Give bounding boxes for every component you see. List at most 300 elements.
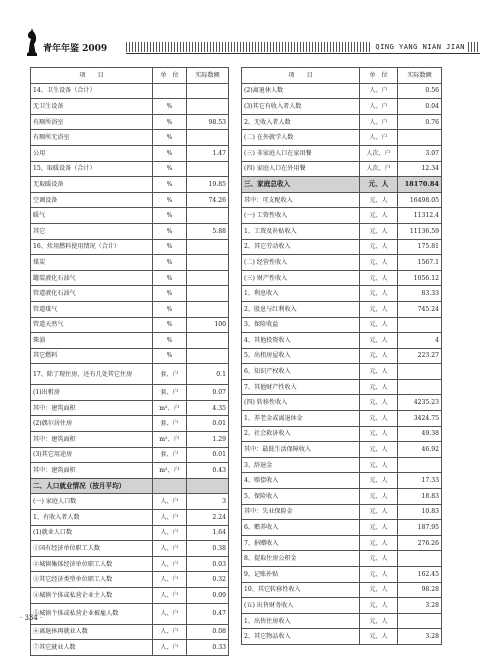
- table-row: [31, 494, 229, 510]
- row-label: ④城镇个体或私营企业主人数: [31, 588, 153, 604]
- row-unit: 人、户: [153, 556, 187, 572]
- row-label: (五) 出售财务收入: [242, 598, 360, 614]
- row-label: 2、其它物品收入: [242, 629, 360, 645]
- row-value: [398, 457, 442, 473]
- column-header-unit: 单 位: [153, 68, 187, 84]
- table-row: [242, 177, 442, 193]
- row-label: 9、记账补贴: [242, 567, 360, 583]
- row-label: 7、其他财产性收入: [242, 379, 360, 395]
- row-unit: 人、户: [153, 541, 187, 557]
- row-value: 745.24: [398, 301, 442, 317]
- row-label: 14、卫生设备（合计）: [31, 83, 153, 99]
- row-label: 3、辞退金: [242, 457, 360, 473]
- table-row: [242, 379, 442, 395]
- table-row: [31, 145, 229, 161]
- row-label: 16、炊用燃料使用情况（合计）: [31, 239, 153, 255]
- table-row: [31, 208, 229, 224]
- row-unit: 元、人: [360, 613, 398, 629]
- table-row: [242, 551, 442, 567]
- table-row: [242, 598, 442, 614]
- row-value: 3.28: [398, 629, 442, 645]
- row-label: 无卫生设备: [31, 99, 153, 115]
- row-value: 175.81: [398, 239, 442, 255]
- table-row: [31, 317, 229, 333]
- table-row: [31, 447, 229, 463]
- row-value: 74.26: [187, 192, 229, 208]
- row-value: [187, 255, 229, 271]
- row-value: 11312.4: [398, 208, 442, 224]
- table-row: [31, 239, 229, 255]
- row-unit: %: [153, 130, 187, 146]
- row-label: (三) 财产性收入: [242, 270, 360, 286]
- row-label: (二) 在外就学人数: [242, 130, 360, 146]
- row-unit: 元、人: [360, 270, 398, 286]
- row-label: ⑤城镇个体或私营企业被雇人数: [31, 603, 153, 624]
- row-value: [187, 333, 229, 349]
- row-label: 管道煤气: [31, 301, 153, 317]
- row-value: 0.38: [187, 541, 229, 557]
- left-statistics-table: [30, 67, 229, 656]
- row-value: 0.07: [187, 385, 229, 401]
- row-unit: 元、人: [360, 629, 398, 645]
- table-row: [31, 572, 229, 588]
- row-value: 0.47: [187, 603, 229, 624]
- row-value: 0.1: [187, 364, 229, 385]
- table-row: [242, 442, 442, 458]
- row-label: 1、利息收入: [242, 286, 360, 302]
- row-label: 其中：建筑面积: [31, 463, 153, 479]
- table-row: [242, 99, 442, 115]
- column-header-value: 实际数额: [187, 68, 229, 84]
- row-unit: 人、户: [360, 130, 398, 146]
- row-unit: %: [153, 317, 187, 333]
- row-value: [187, 83, 229, 99]
- row-label: 2、股息与红利收入: [242, 301, 360, 317]
- row-value: 0.09: [187, 588, 229, 604]
- row-label: (2)偶尔居住房: [31, 416, 153, 432]
- table-row: [242, 535, 442, 551]
- table-row: [242, 223, 442, 239]
- row-unit: 元、人: [360, 551, 398, 567]
- row-unit: 元、人: [360, 192, 398, 208]
- table-row: [242, 192, 442, 208]
- row-unit: 元、人: [360, 582, 398, 598]
- table-row: [31, 83, 229, 99]
- table-row: [31, 640, 229, 656]
- row-value: [187, 99, 229, 115]
- table-row: [242, 489, 442, 505]
- row-label: (四) 转移性收入: [242, 395, 360, 411]
- row-value: 19.85: [187, 177, 229, 193]
- row-unit: 元、人: [360, 426, 398, 442]
- row-unit: 人、户: [360, 99, 398, 115]
- row-unit: 元、人: [360, 208, 398, 224]
- row-label: 无取暖设备: [31, 177, 153, 193]
- table-row: [242, 473, 442, 489]
- row-value: [398, 379, 442, 395]
- row-value: [398, 613, 442, 629]
- row-value: 3: [187, 494, 229, 510]
- row-value: 0.01: [187, 447, 229, 463]
- row-unit: %: [153, 161, 187, 177]
- row-unit: 元、人: [360, 411, 398, 427]
- row-value: 3.28: [398, 598, 442, 614]
- row-unit: 人次、户: [360, 161, 398, 177]
- row-value: 0.32: [187, 572, 229, 588]
- table-row: [242, 145, 442, 161]
- row-unit: 元、人: [360, 473, 398, 489]
- table-row: [242, 613, 442, 629]
- row-value: 49.38: [398, 426, 442, 442]
- row-value: 83.33: [398, 286, 442, 302]
- row-value: 0.43: [187, 463, 229, 479]
- table-row: [31, 400, 229, 416]
- row-value: [187, 161, 229, 177]
- row-value: 1056.12: [398, 270, 442, 286]
- row-unit: %: [153, 208, 187, 224]
- row-label: 柴油: [31, 333, 153, 349]
- row-value: [187, 348, 229, 364]
- row-label: 6、赡养收入: [242, 520, 360, 536]
- row-label: 管道天然气: [31, 317, 153, 333]
- table-row: [242, 161, 442, 177]
- row-label: 7、捐赠收入: [242, 535, 360, 551]
- row-value: [398, 317, 442, 333]
- row-unit: 元、人: [360, 239, 398, 255]
- table-row: [31, 556, 229, 572]
- row-label: 2、社会救济收入: [242, 426, 360, 442]
- row-label: 17、除了现住房，还有几处其它住房: [31, 364, 153, 385]
- row-value: 1.64: [187, 525, 229, 541]
- row-unit: %: [153, 223, 187, 239]
- row-label: (三) 非家庭人口在家用餐: [242, 145, 360, 161]
- row-label: ①国有经济单位职工人数: [31, 541, 153, 557]
- row-unit: 元、人: [360, 442, 398, 458]
- row-label: 1、有收入者人数: [31, 510, 153, 526]
- page-number: · 334 ·: [20, 614, 43, 622]
- row-value: 2.24: [187, 510, 229, 526]
- row-unit: 元、人: [360, 301, 398, 317]
- row-label: (1)就业人口数: [31, 525, 153, 541]
- row-label: 1、养老金或离退休金: [242, 411, 360, 427]
- row-unit: %: [153, 99, 187, 115]
- row-label: 罐装液化石油气: [31, 270, 153, 286]
- row-label: 其中：建筑面积: [31, 432, 153, 448]
- row-unit: 元、人: [360, 364, 398, 380]
- table-header-row: [242, 68, 442, 84]
- row-label: ⑦其它就业人数: [31, 640, 153, 656]
- table-row: [31, 130, 229, 146]
- table-row: [31, 286, 229, 302]
- row-label: 10、其它转移性收入: [242, 582, 360, 598]
- table-row: [31, 510, 229, 526]
- table-row: [31, 385, 229, 401]
- row-unit: 元、人: [360, 504, 398, 520]
- row-unit: 元、人: [360, 535, 398, 551]
- row-unit: 人、户: [153, 510, 187, 526]
- row-value: 0.04: [398, 99, 442, 115]
- table-header-row: [31, 68, 229, 84]
- row-unit: 套、户: [153, 416, 187, 432]
- table-row: [242, 348, 442, 364]
- row-unit: 人、户: [153, 624, 187, 640]
- page-header: [0, 0, 480, 62]
- row-value: 100: [187, 317, 229, 333]
- table-row: [31, 525, 229, 541]
- row-value: 11136.59: [398, 223, 442, 239]
- table-row: [31, 364, 229, 385]
- row-label: 2、无收入者人数: [242, 114, 360, 130]
- row-label: (二) 经营性收入: [242, 255, 360, 271]
- table-row: [242, 629, 442, 645]
- table-row: [242, 83, 442, 99]
- row-unit: 元、人: [360, 598, 398, 614]
- book-title: 青年年鉴 2009: [43, 44, 108, 54]
- row-unit: 人次、户: [360, 145, 398, 161]
- table-row: [31, 192, 229, 208]
- row-value: 46.92: [398, 442, 442, 458]
- table-row: [31, 588, 229, 604]
- table-row: [242, 255, 442, 271]
- row-label: (3)其它有收入者人数: [242, 99, 360, 115]
- row-label: 其它: [31, 223, 153, 239]
- table-row: [31, 161, 229, 177]
- row-label: 4、其他投资收入: [242, 333, 360, 349]
- table-row: [31, 432, 229, 448]
- row-unit: 元、人: [360, 177, 398, 193]
- row-value: [187, 478, 229, 494]
- table-row: [242, 504, 442, 520]
- row-value: 1.47: [187, 145, 229, 161]
- row-unit: 人、户: [153, 525, 187, 541]
- row-label: 15、取暖设备（合计）: [31, 161, 153, 177]
- row-value: 223.27: [398, 348, 442, 364]
- row-value: 4235.23: [398, 395, 442, 411]
- row-value: [187, 208, 229, 224]
- row-label: (四) 家庭人口在外用餐: [242, 161, 360, 177]
- row-value: 4.35: [187, 400, 229, 416]
- row-value: 0.56: [398, 83, 442, 99]
- row-value: 18.83: [398, 489, 442, 505]
- row-value: [398, 551, 442, 567]
- row-label: 空调设备: [31, 192, 153, 208]
- row-label: 有厕所浴室: [31, 114, 153, 130]
- chess-knight-logo-icon: [25, 26, 39, 56]
- table-row: [242, 520, 442, 536]
- row-label: 其中：可支配收入: [242, 192, 360, 208]
- row-unit: 元、人: [360, 223, 398, 239]
- table-row: [242, 130, 442, 146]
- row-unit: %: [153, 348, 187, 364]
- row-label: (3)其它用途房: [31, 447, 153, 463]
- row-unit: 套、户: [153, 385, 187, 401]
- row-unit: m²、户: [153, 432, 187, 448]
- table-row: [242, 114, 442, 130]
- row-label: (一) 工资性收入: [242, 208, 360, 224]
- row-value: 4: [398, 333, 442, 349]
- row-unit: [153, 478, 187, 494]
- header-pinyin: QING YANG NIAN JIAN: [372, 42, 468, 52]
- row-label: 5、出租房屋收入: [242, 348, 360, 364]
- table-row: [31, 416, 229, 432]
- row-label: (一) 家庭人口数: [31, 494, 153, 510]
- row-unit: %: [153, 192, 187, 208]
- row-value: 98.28: [398, 582, 442, 598]
- row-unit: 元、人: [360, 520, 398, 536]
- column-header-unit: 单 位: [360, 68, 398, 84]
- row-unit: 人、户: [153, 640, 187, 656]
- row-label: 其中：最低生活保障收入: [242, 442, 360, 458]
- row-label: 4、赔偿收入: [242, 473, 360, 489]
- row-unit: 元、人: [360, 379, 398, 395]
- table-row: [242, 411, 442, 427]
- table-row: [242, 317, 442, 333]
- row-unit: 元、人: [360, 317, 398, 333]
- row-value: 0.08: [187, 624, 229, 640]
- header-rule: [126, 53, 480, 54]
- row-label: ②城镇集体经济单位职工人数: [31, 556, 153, 572]
- table-row: [31, 223, 229, 239]
- row-unit: %: [153, 239, 187, 255]
- row-unit: 元、人: [360, 333, 398, 349]
- table-row: [31, 541, 229, 557]
- row-unit: m²、户: [153, 463, 187, 479]
- row-unit: %: [153, 145, 187, 161]
- table-row: [242, 286, 442, 302]
- row-value: 10.83: [398, 504, 442, 520]
- row-label: 其它燃料: [31, 348, 153, 364]
- table-row: [31, 270, 229, 286]
- row-value: 5.88: [187, 223, 229, 239]
- row-unit: 套、户: [153, 364, 187, 385]
- table-row: [242, 333, 442, 349]
- table-row: [31, 463, 229, 479]
- row-value: 276.26: [398, 535, 442, 551]
- row-value: 17.33: [398, 473, 442, 489]
- row-label: 二、人口就业情况（按月平均）: [31, 478, 153, 494]
- row-unit: 元、人: [360, 457, 398, 473]
- table-row: [31, 177, 229, 193]
- row-unit: 人、户: [153, 572, 187, 588]
- row-unit: %: [153, 255, 187, 271]
- row-unit: 套、户: [153, 447, 187, 463]
- row-unit: 人、户: [360, 83, 398, 99]
- column-header-value: 实际数额: [398, 68, 442, 84]
- row-label: 三、家庭总收入: [242, 177, 360, 193]
- row-label: 其中：失业保险金: [242, 504, 360, 520]
- column-header-item: 项 目: [31, 68, 153, 84]
- row-value: 1567.1: [398, 255, 442, 271]
- table-row: [242, 301, 442, 317]
- row-value: 16498.05: [398, 192, 442, 208]
- row-unit: 人、户: [153, 603, 187, 624]
- table-row: [242, 457, 442, 473]
- right-statistics-table: [241, 67, 442, 645]
- row-label: 其中：建筑面积: [31, 400, 153, 416]
- row-label: ⑥离退休再就业人数: [31, 624, 153, 640]
- row-unit: %: [153, 333, 187, 349]
- table-row: [242, 426, 442, 442]
- row-value: 0.01: [187, 416, 229, 432]
- table-row: [31, 478, 229, 494]
- table-row: [31, 333, 229, 349]
- row-unit: 人、户: [360, 114, 398, 130]
- row-unit: 元、人: [360, 395, 398, 411]
- row-value: [398, 130, 442, 146]
- row-unit: 元、人: [360, 489, 398, 505]
- row-label: 煤炭: [31, 255, 153, 271]
- row-unit: [153, 83, 187, 99]
- row-value: 187.95: [398, 520, 442, 536]
- row-label: 5、保险收入: [242, 489, 360, 505]
- row-label: 8、提取住房公积金: [242, 551, 360, 567]
- row-unit: %: [153, 114, 187, 130]
- table-row: [31, 255, 229, 271]
- row-label: 有厕所无浴室: [31, 130, 153, 146]
- row-value: [187, 239, 229, 255]
- row-value: [187, 286, 229, 302]
- row-unit: 人、户: [153, 588, 187, 604]
- row-value: 3424.75: [398, 411, 442, 427]
- table-row: [31, 603, 229, 624]
- row-label: (1)出租房: [31, 385, 153, 401]
- table-row: [242, 208, 442, 224]
- table-row: [242, 364, 442, 380]
- row-label: 2、其它劳动收入: [242, 239, 360, 255]
- row-value: [187, 270, 229, 286]
- row-unit: 元、人: [360, 255, 398, 271]
- table-row: [31, 624, 229, 640]
- table-row: [242, 239, 442, 255]
- row-value: [187, 301, 229, 317]
- row-label: ③其它经济类型单位职工人数: [31, 572, 153, 588]
- row-value: [187, 130, 229, 146]
- row-value: [398, 364, 442, 380]
- row-unit: 元、人: [360, 286, 398, 302]
- row-unit: %: [153, 270, 187, 286]
- table-row: [242, 395, 442, 411]
- row-value: 0.03: [187, 556, 229, 572]
- row-value: 3.07: [398, 145, 442, 161]
- row-value: 0.76: [398, 114, 442, 130]
- table-row: [31, 114, 229, 130]
- row-label: (2)离退休人数: [242, 83, 360, 99]
- row-value: 162.45: [398, 567, 442, 583]
- row-value: 18170.84: [398, 177, 442, 193]
- row-label: 暖气: [31, 208, 153, 224]
- table-row: [31, 301, 229, 317]
- row-value: 12.34: [398, 161, 442, 177]
- row-unit: %: [153, 286, 187, 302]
- row-unit: %: [153, 301, 187, 317]
- row-label: 1、工资及补贴收入: [242, 223, 360, 239]
- row-unit: 人、户: [153, 494, 187, 510]
- row-label: 管道液化石油气: [31, 286, 153, 302]
- row-value: 0.33: [187, 640, 229, 656]
- row-unit: m²、户: [153, 400, 187, 416]
- row-label: 6、知识产权收入: [242, 364, 360, 380]
- row-label: 3、保险收益: [242, 317, 360, 333]
- table-row: [242, 270, 442, 286]
- row-label: 公用: [31, 145, 153, 161]
- table-row: [31, 99, 229, 115]
- table-row: [242, 567, 442, 583]
- table-row: [31, 348, 229, 364]
- row-value: 1.29: [187, 432, 229, 448]
- row-unit: 元、人: [360, 567, 398, 583]
- row-value: 98.53: [187, 114, 229, 130]
- row-unit: 元、人: [360, 348, 398, 364]
